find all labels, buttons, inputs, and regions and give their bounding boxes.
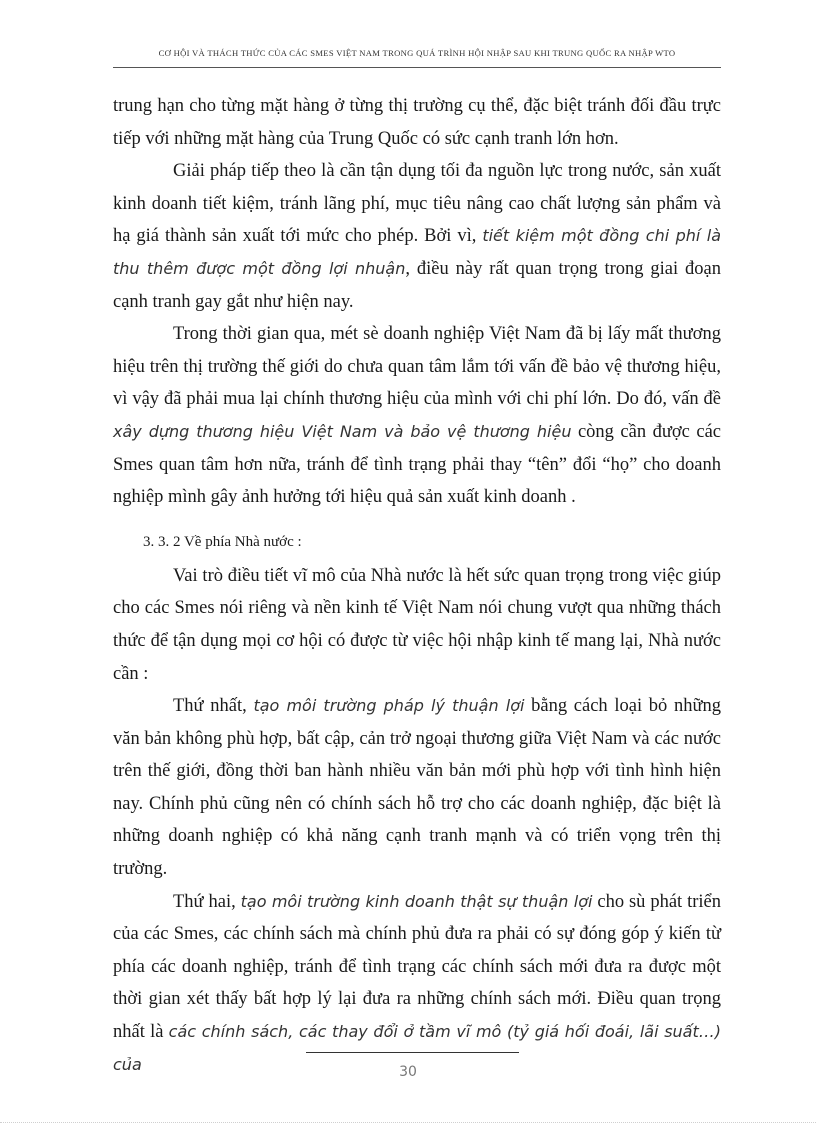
paragraph-6-emphasis-2: các chính sách, các thay đổi ở tầm vĩ mô (tỷ giá hối đoái, lãi suất…) của bbox=[113, 1022, 722, 1074]
paragraph-3-text-b: còng cần được các Smes quan tâm hơn nữa, tránh để tình trạng phải thay “tên” đổi “họ” cho doanh nghiệp mình gây ảnh hưởng tới hiệu quả sản xuất kinh doanh . bbox=[113, 421, 721, 508]
paragraph-5-text-b: bằng cách loại bỏ những văn bản không phù hợp, bất cập, cản trở ngoại thương giữa Việt Nam và các nước trên thế giới, đồng thời ban hành nhiều văn bản mới phù hợp với tình hình hiện nay. Chính phủ cũng nên có chính sách hỗ trợ cho các doanh nghiệp, đặc biệt là những doanh nghiệp có khả năng cạnh tranh mạnh và có triển vọng trên thị trường. bbox=[113, 696, 721, 880]
paragraph-1: trung hạn cho từng mặt hàng ở từng thị trường cụ thể, đặc biệt tránh đối đầu trực tiếp với những mặt hàng của Trung Quốc có sức cạnh tranh lớn hơn. bbox=[113, 96, 721, 149]
paragraph-6-emphasis: tạo môi trường kinh doanh thật sự thuận lợi bbox=[240, 891, 593, 911]
section-heading: 3. 3. 2 Về phía Nhà nước : bbox=[143, 533, 302, 550]
paragraph-2-emphasis: tiết kiệm một đồng chi phí là thu thêm được một đồng lợi nhuận bbox=[113, 226, 721, 278]
paragraph-5 bbox=[113, 690, 721, 886]
paragraph-2 bbox=[113, 155, 721, 318]
footer-divider bbox=[306, 1052, 519, 1053]
paragraph-5-emphasis: tạo môi trường pháp lý thuận lợi bbox=[253, 696, 525, 716]
paragraph-3-text-a: Trong thời gian qua, mét sè doanh nghiệp Việt Nam đã bị lấy mất thương hiệu trên thị trường thế giới do chưa quan tâm lắm tới vấn đề bảo vệ thương hiệu, vì vậy đã phải mua lại chính thương hiệu của mình với chi phí lớn. Do đó, vấn đề bbox=[113, 324, 721, 410]
page-number: 30 bbox=[399, 1064, 417, 1080]
paragraph-3 bbox=[113, 318, 721, 514]
header-divider bbox=[113, 67, 721, 68]
paragraph-6-text-a: Thứ hai, bbox=[173, 891, 241, 912]
paragraph-5-text-a: Thứ nhất, bbox=[173, 696, 254, 717]
running-header: CƠ HỘI VÀ THÁCH THỨC CỦA CÁC SMES VIỆT NAM TRONG QUÁ TRÌNH HỘI NHẬP SAU KHI TRUNG QUỐC RA NHẬP WTO bbox=[158, 48, 676, 58]
paragraph-6-text-b: cho sù phát triển của các Smes, các chính sách mà chính phủ đưa ra phải có sự đóng góp ý kiến từ phía các doanh nghiệp, tránh để tình trạng các chính sách mới đưa ra được một thời gian xét thấy bất hợp lý lại đưa ra những chính sách mới. Điều quan trọng nhất là bbox=[113, 891, 721, 1043]
paragraph-4: Vai trò điều tiết vĩ mô của Nhà nước là hết sức quan trọng trong việc giúp cho các Smes nói riêng và nền kinh tế Việt Nam nói chung vượt qua những thách thức để tận dụng mọi cơ hội có được từ việc hội nhập kinh tế mang lại, Nhà nước cần : bbox=[113, 565, 721, 684]
page-body bbox=[113, 90, 721, 1081]
paragraph-2-text-b: , điều này rất quan trọng trong giai đoạn cạnh tranh gay gắt như hiện nay. bbox=[113, 258, 722, 312]
paragraph-2-text-a: Giải pháp tiếp theo là cần tận dụng tối đa nguồn lực trong nước, sản xuất kinh doanh tiết kiệm, tránh lãng phí, mục tiêu nâng cao chất lượng sản phẩm và hạ giá thành sản xuất tới mức cho phép. Bởi vì, bbox=[113, 161, 721, 247]
paragraph-3-emphasis: xây dựng thương hiệu Việt Nam và bảo vệ thương hiệu bbox=[113, 421, 572, 441]
